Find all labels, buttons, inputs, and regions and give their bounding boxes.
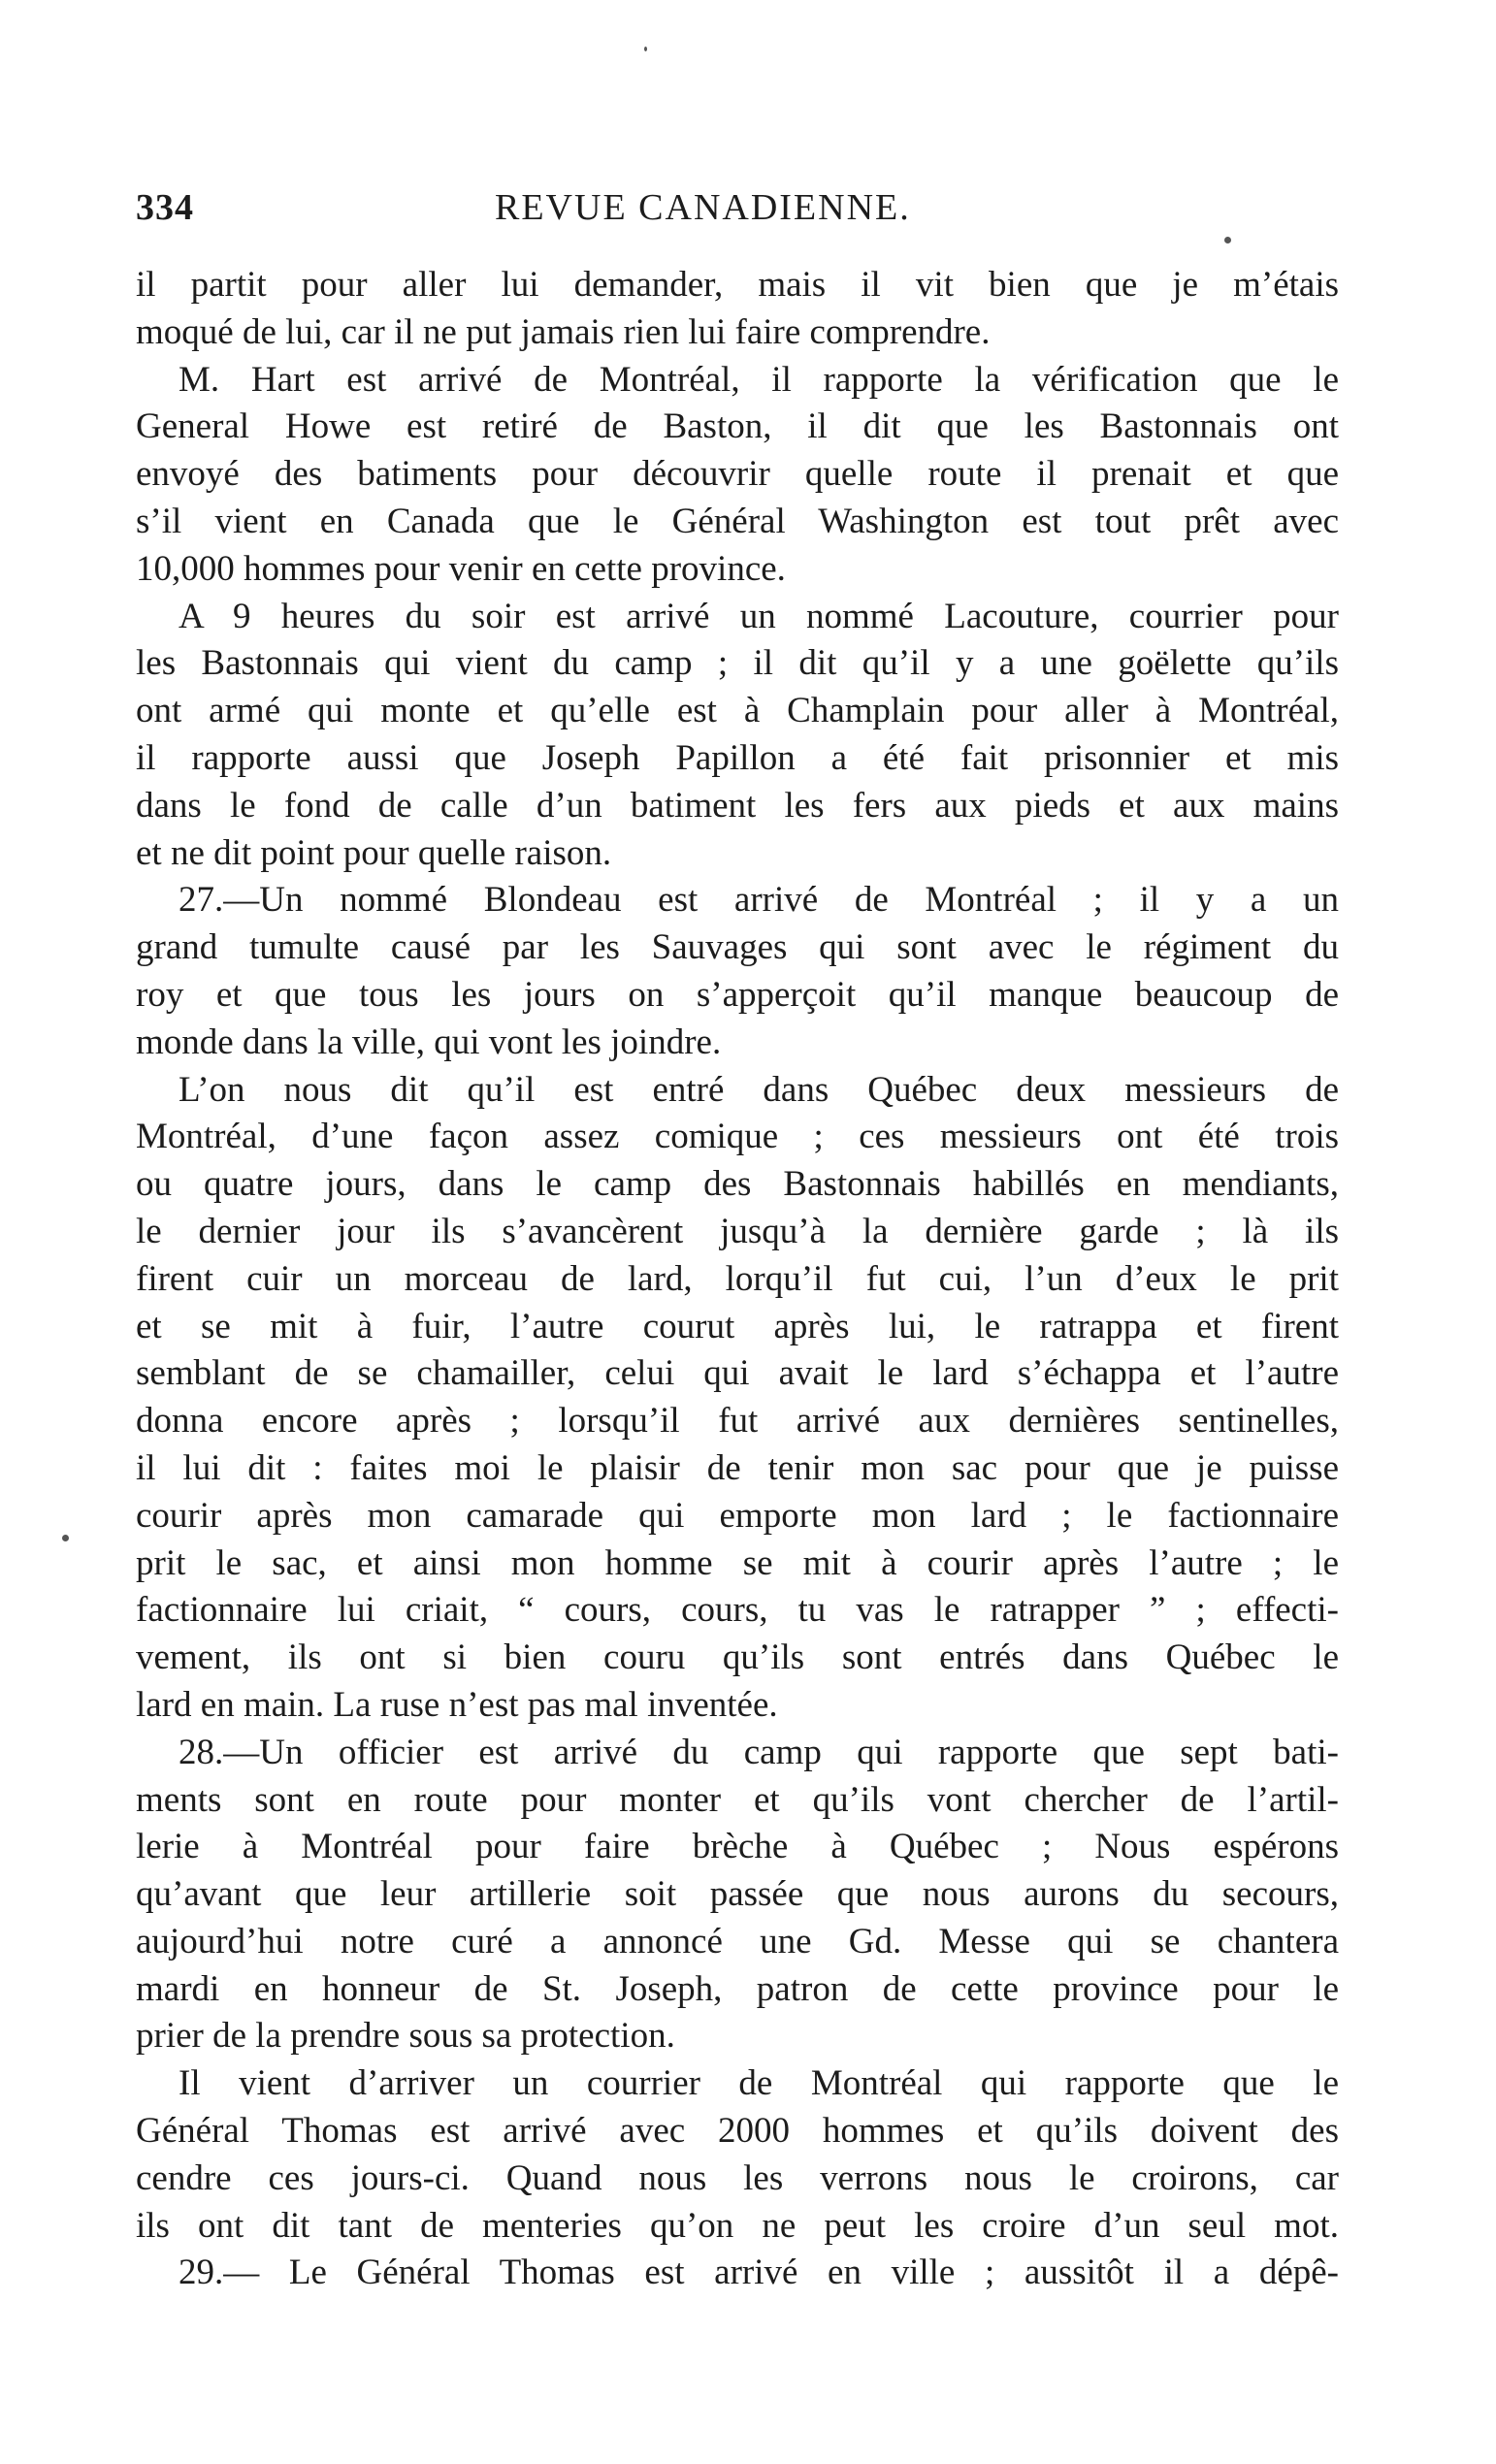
text-line: 29.— Le Général Thomas est arrivé en ville ; aussitôt il a dépê- — [179, 2253, 1339, 2293]
text-line: le dernier jour ils s’avancèrent jusqu’à la dernière garde ; là ils — [136, 1211, 1339, 1251]
text-line: les Bastonnais qui vient du camp ; il dit qu’il y a une goëlette qu’ils — [136, 643, 1339, 684]
text-line: et ne dit point pour quelle raison. — [136, 832, 612, 873]
text-line: envoyé des batiments pour découvrir quelle route il prenait et que — [136, 454, 1339, 495]
text-line: L’on nous dit qu’il est entré dans Québec deux messieurs de — [179, 1069, 1339, 1110]
text-line: General Howe est retiré de Baston, il dit que les Bastonnais ont — [136, 406, 1339, 447]
text-line: ou quatre jours, dans le camp des Bastonnais habillés en mendiants, — [136, 1164, 1339, 1205]
text-line: Il vient d’arriver un courrier de Montréal qui rapporte que le — [179, 2063, 1339, 2104]
text-line: M. Hart est arrivé de Montréal, il rapporte la vérification que le — [179, 359, 1339, 400]
text-line: Montréal, d’une façon assez comique ; ces messieurs ont été trois — [136, 1117, 1339, 1157]
text-line: firent cuir un morceau de lard, lorqu’il fut cui, l’un d’eux le prit — [136, 1258, 1339, 1299]
text-line: Général Thomas est arrivé avec 2000 hommes et qu’ils doivent des — [136, 2111, 1339, 2152]
text-line: monde dans la ville, qui vont les joindre. — [136, 1021, 722, 1062]
text-line: qu’avant que leur artillerie soit passée que nous aurons du secours, — [136, 1874, 1339, 1915]
text-line: ils ont dit tant de menteries qu’on ne peut les croire d’un seul mot. — [136, 2205, 1339, 2246]
page-header — [136, 186, 1339, 235]
text-line: prit le sac, et ainsi mon homme se mit à courir après l’autre ; le — [136, 1542, 1339, 1583]
print-speck — [644, 47, 647, 51]
text-line: et se mit à fuir, l’autre courut après lui, le ratrappa et firent — [136, 1306, 1339, 1346]
text-line: il rapporte aussi que Joseph Papillon a été fait prisonnier et mis — [136, 737, 1339, 778]
text-line: dans le fond de calle d’un batiment les fers aux pieds et aux mains — [136, 785, 1339, 826]
text-line: ments sont en route pour monter et qu’ils vont chercher de l’artil- — [136, 1779, 1339, 1820]
text-line: lerie à Montréal pour faire brèche à Québec ; Nous espérons — [136, 1827, 1339, 1867]
text-line: s’il vient en Canada que le Général Washington est tout prêt avec — [136, 501, 1339, 541]
text-line: il partit pour aller lui demander, mais il vit bien que je m’étais — [136, 265, 1339, 305]
text-line: lard en main. La ruse n’est pas mal inventée. — [136, 1684, 778, 1725]
running-title: REVUE CANADIENNE. — [495, 187, 911, 228]
print-speck — [1224, 237, 1231, 243]
text-line: grand tumulte causé par les Sauvages qui sont avec le régiment du — [136, 927, 1339, 968]
text-line: mardi en honneur de St. Joseph, patron de cette province pour le — [136, 1968, 1339, 2009]
text-line: A 9 heures du soir est arrivé un nommé Lacouture, courrier pour — [179, 596, 1339, 636]
text-line: aujourd’hui notre curé a annoncé une Gd. Messe qui se chantera — [136, 1921, 1339, 1961]
text-line: il lui dit : faites moi le plaisir de tenir mon sac pour que je puisse — [136, 1447, 1339, 1488]
page-number: 334 — [136, 187, 194, 228]
body-text — [136, 262, 1339, 2297]
text-line: 28.—Un officier est arrivé du camp qui rapporte que sept bati- — [179, 1732, 1339, 1772]
print-speck — [62, 1535, 69, 1541]
text-line: roy et que tous les jours on s’apperçoit qu’il manque beaucoup de — [136, 974, 1339, 1015]
text-line: cendre ces jours-ci. Quand nous les verrons nous le croirons, car — [136, 2157, 1339, 2198]
text-line: prier de la prendre sous sa protection. — [136, 2016, 675, 2057]
text-line: 10,000 hommes pour venir en cette province. — [136, 548, 786, 589]
text-line: vement, ils ont si bien couru qu’ils sont entrés dans Québec le — [136, 1637, 1339, 1678]
text-line: ont armé qui monte et qu’elle est à Champlain pour aller à Montréal, — [136, 691, 1339, 731]
text-line: semblant de se chamailler, celui qui avait le lard s’échappa et l’autre — [136, 1353, 1339, 1394]
text-line: donna encore après ; lorsqu’il fut arrivé aux dernières sentinelles, — [136, 1401, 1339, 1442]
text-line: 27.—Un nommé Blondeau est arrivé de Montréal ; il y a un — [179, 880, 1339, 921]
text-line: factionnaire lui criait, “ cours, cours, tu vas le ratrapper ” ; effecti- — [136, 1590, 1339, 1631]
text-line: courir après mon camarade qui emporte mon lard ; le factionnaire — [136, 1495, 1339, 1536]
text-line: moqué de lui, car il ne put jamais rien lui faire comprendre. — [136, 311, 991, 352]
